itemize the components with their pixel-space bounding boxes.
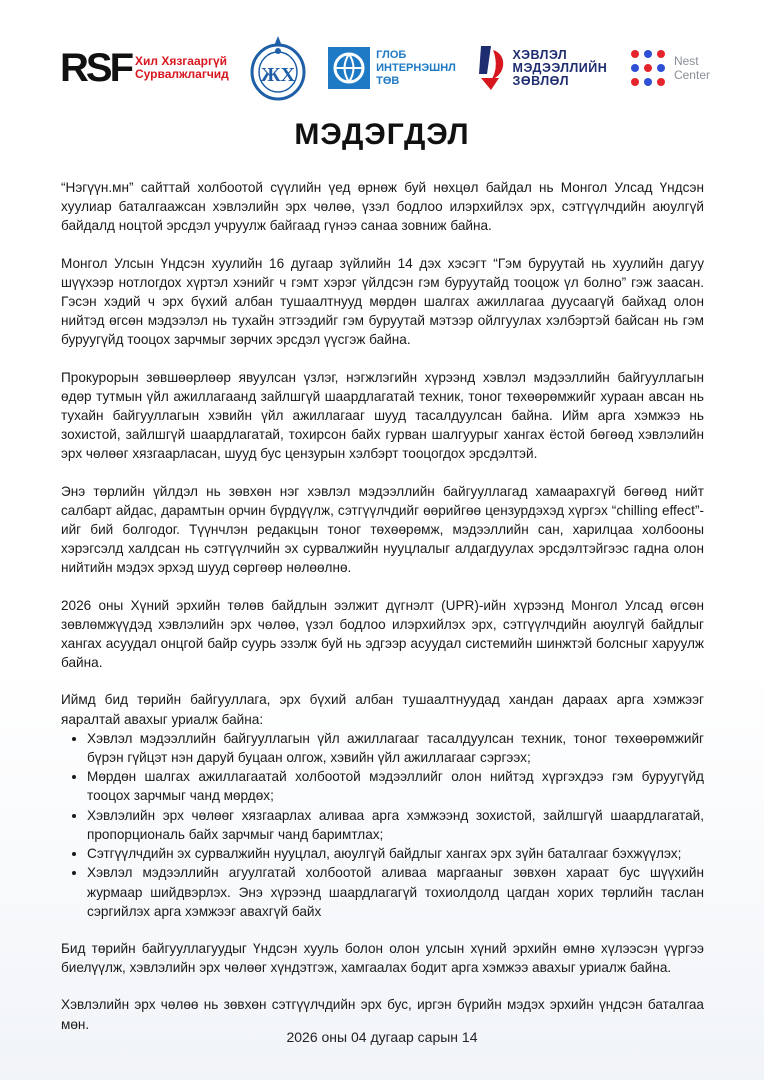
globe-logo-text [376, 49, 456, 88]
list-item: • Хэвлэлийн эрх чөлөөг хязгаарлах аливаа арга хэмжээнд зохистой, зайлшгүй шаардлагатай, пропорциональ байх зарчмыг чанд баримтлах; [87, 806, 704, 844]
closing-paragraph: Бид төрийн байгууллагуудыг Үндсэн хууль болон олон улсын хүний эрхийн өмнө хүлээсэн үүргээ биелүүлж, хэвлэлийн эрх чөлөөг хүндэтгэж, хамгаалах бодит арга хэмжээ авахыг уриалж байна. [61, 940, 704, 976]
press-council-icon [477, 44, 507, 92]
globe-icon [328, 47, 370, 89]
rsf-logo [60, 48, 229, 88]
press-logo-line2: МЭДЭЭЛЛИЙН [512, 60, 608, 75]
paragraph: Прокурорын зөвшөөрлөөр явуулсан үзлэг, нэгжлэгийн хүрээнд хэвлэл мэдээллийн байгууллагын өдөр тутмын үйл ажиллагаанд зайлшгүй шаардлагатай техник, тоног төхөөрөмжийг хураан авсан нь тухайн байгууллагын хэвийн үйл ажиллагааг шууд тасалдуулсан байна. Ийм арга хэмжээ нь зохистой, зайлшгүй шаардлагатай, тохирсон байх гурван шалгуурыг хангах ёстой бөгөөд хэвлэлийн эрх чөлөөг хязгаарласан, шууд бус цензурын хэлбэрт тооцогдох эрсдэлтэй. [61, 369, 704, 462]
nest-dots-icon [628, 48, 668, 88]
demands-intro: Иймд бид төрийн байгууллага, эрх бүхий албан тушаалтнуудад хандан дараах арга хэмжээг яаралтай авахыг уриалж байна: [61, 692, 704, 727]
nest-logo-line2: Center [673, 68, 710, 82]
nest-center-logo-text [674, 54, 710, 82]
document-body [61, 178, 704, 1052]
list-item: • Сэтгүүлчдийн эх сурвалжийн нууцлал, аюулгүй байдлыг хангах эрх зүйн баталгааг бэхжүүлэх; [87, 844, 704, 863]
paragraph: “Нэгүүн.мн” сайттай холбоотой сүүлийн үед өрнөж буй нөхцөл байдал нь Монгол Улсад Үндсэн хуулиар баталгаажсан хэвлэлийн эрх чөлөө, үзэл бодлоо илэрхийлэх эрх, сэтгүүлчдийн аюулгүй байдалд ноцтой эрсдэл учруулж байгаад гүнээ санаа зовниж байна. [61, 180, 704, 234]
document-title: МЭДЭГДЭЛ [294, 118, 470, 151]
journalists-union-emblem-logo [249, 32, 307, 104]
rsf-logo-text [135, 55, 229, 81]
document-date: 2026 оны 04 дугаар сарын 14 [286, 1029, 478, 1045]
globe-logo-line1: ГЛОБ [376, 48, 407, 61]
paragraph: 2026 оны Хүний эрхийн төлөв байдлын ээлжит дүгнэлт (UPR)-ийн хүрээнд Монгол Улсад өгсөн зөвлөмжүүдэд хэвлэлийн эрх чөлөө, үзэл бодлоо илэрхийлэх эрх, сэтгүүлчдийн аюулгүй байдлыг хангах асуудал онцгой байр суурь эзэлж буй нь эдгээр асуудал системийн шинжтэй болсныг харуулж байна. [61, 597, 704, 671]
emblem-icon [249, 32, 307, 104]
list-item: • Хэвлэл мэдээллийн байгууллагын үйл ажиллагааг тасалдуулсан техник, тоног төхөөрөмжийг бүрэн гүйцэт нэн даруй буцаан олгож, хэвийн үйл ажиллагааг сэргээх; [87, 729, 704, 767]
press-council-logo [477, 44, 608, 92]
svg-text:ЖХ: ЖХ [261, 64, 296, 86]
press-council-logo-text [513, 49, 608, 88]
press-logo-line3: ЗӨВЛӨЛ [512, 73, 570, 88]
closing-paragraph: Хэвлэлийн эрх чөлөө нь зөвхөн сэтгүүлчдийн эрх бус, иргэн бүрийн мэдэх эрхийн үндсэн баталгаа мөн. [61, 997, 704, 1032]
press-logo-line1: ХЭВЛЭЛ [512, 47, 568, 62]
rsf-logo-line2: Сурвалжлагчид [135, 67, 229, 81]
globe-logo-line3: ТӨВ [376, 74, 400, 87]
globe-logo-line2: ИНТЕРНЭШНЛ [376, 61, 456, 74]
rsf-logo-line1: Хил Хязгааргүй [135, 54, 228, 68]
partner-logos [60, 28, 710, 108]
rsf-logo-mark: RSF [60, 46, 131, 90]
nest-center-logo [628, 48, 710, 88]
demands-list [61, 729, 704, 921]
paragraph: Энэ төрлийн үйлдэл нь зөвхөн нэг хэвлэл мэдээллийн байгууллагад хамаарахгүй бөгөөд нийт салбарт айдас, дарамтын орчин бүрдүүлж, сэтгүүлчдийг өөрийгөө цензурдэхэд хүргэх “chilling effect”-ийг бий болгодог. Түүнчлэн редакцын тоног төхөөрөмж, мэдээллийн сан, харилцаа холбооны хэрэгсэлд халдсан нь сэтгүүлчийн эх сурвалжийн нууцлалыг алдагдуулах эрсдэлтэйгээс гадна олон нийтийн мэдэх эрхэд шууд сөргөөр нөлөөлнө. [61, 483, 704, 576]
list-item: • Мөрдөн шалгах ажиллагаатай холбоотой мэдээллийг олон нийтэд хүргэхдээ гэм буруугүйд тооцох зарчмыг чанд мөрдөх; [87, 767, 704, 805]
list-item: • Хэвлэл мэдээллийн агуулгатай холбоотой аливаа маргааныг зөвхөн хараат бус шүүхийн журмаар шийдвэрлэх. Энэ хүрээнд шаардлагагүй тохиолдолд цагдан хорих төрлийн таслан сэргийлэх арга хэмжээг авахгүй байх [87, 863, 704, 921]
globe-international-logo [328, 47, 456, 89]
nest-logo-line1: Nest [673, 54, 699, 68]
paragraph: Монгол Улсын Үндсэн хуулийн 16 дугаар зүйлийн 14 дэх хэсэгт “Гэм буруутай нь хуулийн дагуу шүүхээр нотлогдох хүртэл хэнийг ч гэмт хэрэг үйлдсэн гэм буруутайд тооцож үл болно” гэж заасан. Гэсэн хэдий ч эрх бүхий албан тушаалтнууд мөрдөн шалгах ажиллагаа дуусаагүй байхад олон нийтэд өгсөн мэдээлэл нь тухайн этгээдийг гэм буруутай мэтээр ойлгуулах хэлбэртэй байсан нь гэм буруугүйд тооцох зарчмыг зөрчих эрсдэл үүсгэж байна. [61, 255, 704, 348]
